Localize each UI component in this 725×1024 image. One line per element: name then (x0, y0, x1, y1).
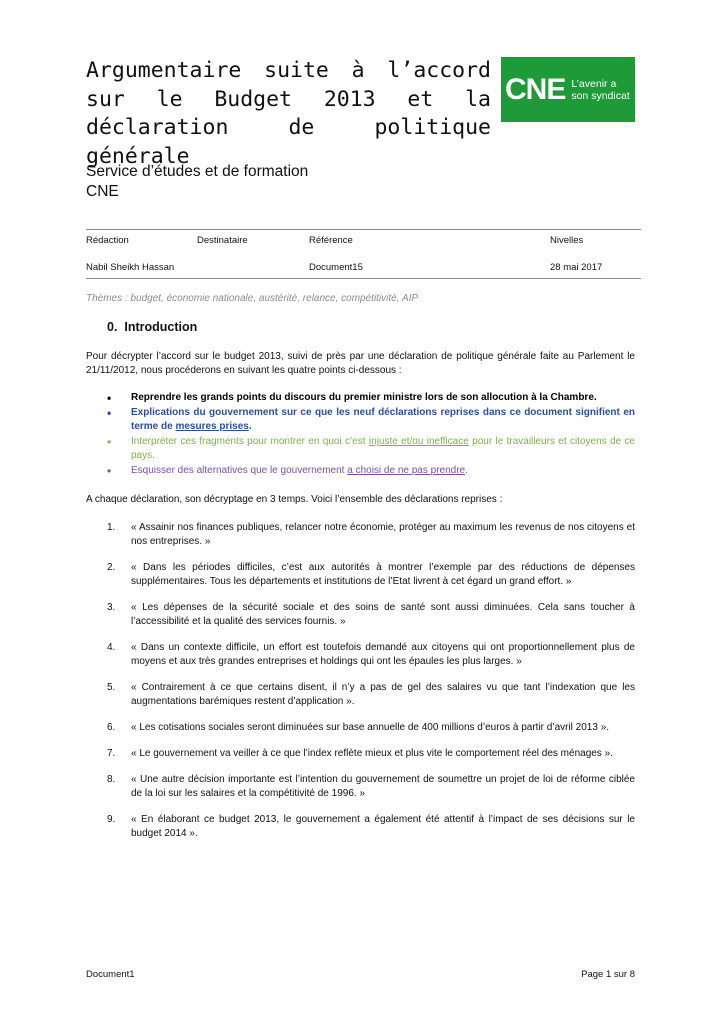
bullet-text-end: pour le travailleurs et citoyens de ce pays. (131, 436, 635, 461)
declaration-text: « Dans un contexte difficile, un effort est toutefois demandé aux citoyens qui ont proportionnellement plus de moyens et aux très grandes entreprises et holdings qui ont les épaules les plus larges. » (131, 642, 635, 667)
list-intro-paragraph: A chaque déclaration, son décryptage en 3 temps. Voici l’ensemble des déclarations reprises : (86, 494, 503, 505)
logo-tagline (571, 78, 629, 102)
declaration-text: « Contrairement à ce que certains disent, il n’y a pas de gel des salaires vu que tant l’indexation que les augmentations barémiques restent d’application ». (131, 682, 635, 707)
metadata-table (86, 229, 641, 279)
declaration-item (107, 521, 635, 549)
declaration-number: 1. (107, 522, 116, 533)
subtitle-org: CNE (86, 183, 119, 200)
declaration-text: « Une autre décision importante est l’intention du gouvernement de soumettre un projet de loi de réforme ciblée de la loi sur les salaires et la compétitivité de 1996. » (131, 774, 635, 799)
bullet-emphasis: a choisi de ne pas prendre (347, 465, 466, 476)
declaration-number: 6. (107, 722, 116, 733)
declaration-item (107, 641, 635, 669)
bullet-item (107, 435, 635, 463)
bullet-text: Interpréter ces fragments pour montrer en quoi c’est (131, 436, 369, 447)
bullet-text: Reprendre les grands points du discours du premier ministre lors de son allocution à la Chambre. (131, 392, 597, 403)
bullet-item (107, 464, 635, 478)
section-number: 0. (107, 320, 118, 334)
declaration-text: « Dans les périodes difficiles, c’est aux autorités à montrer l’exemple par des réductions de dépenses supplémentaires. Tous les départements et institutions de l’Etat livrent à cet égard un grand effort. » (131, 562, 635, 587)
declaration-text: « Les cotisations sociales seront diminuées sur base annuelle de 400 millions d’euros à partir d’avril 2013 ». (131, 722, 610, 733)
declarations-list (107, 521, 635, 853)
declaration-item (107, 561, 635, 589)
declaration-number: 3. (107, 602, 116, 613)
bullet-item (107, 406, 635, 434)
meta-header-destinataire: Destinataire (197, 235, 248, 246)
section-heading (107, 320, 197, 334)
declaration-item (107, 773, 635, 801)
declaration-number: 7. (107, 748, 116, 759)
meta-value-reference: Document15 (309, 262, 363, 273)
meta-header-reference: Référence (309, 235, 353, 246)
bullet-emphasis: injuste et/ou inefficace (368, 436, 469, 447)
declaration-item (107, 601, 635, 629)
cne-logo (501, 57, 635, 122)
meta-header-redaction: Rédaction (86, 235, 129, 246)
declaration-number: 9. (107, 814, 116, 825)
meta-header-location: Nivelles (550, 235, 584, 246)
footer-page-number: Page 1 sur 8 (581, 969, 635, 980)
declaration-text: « Le gouvernement va veiller à ce que l’index reflète mieux et plus vite le comportement réel des ménages ». (131, 748, 613, 759)
declaration-number: 8. (107, 774, 116, 785)
declaration-number: 2. (107, 562, 116, 573)
declaration-text: « En élaborant ce budget 2013, le gouvernement a également été attentif à l’impact de ses décisions sur le budget 2014 ». (131, 814, 635, 839)
logo-tagline-line2: son syndicat (571, 89, 630, 102)
document-subtitle (86, 162, 308, 202)
document-title: Argumentaire suite à l’accord sur le Budget 2013 et la déclaration de politique générale (86, 58, 491, 169)
bullet-item (107, 391, 635, 405)
footer-document-name: Document1 (86, 969, 135, 980)
intro-paragraph: Pour décrypter l’accord sur le budget 2013, suivi de près par une déclaration de politique générale faite au Parlement le 21/11/2012, nous procéderons en suivant les quatre points ci-dessous : (86, 351, 635, 376)
section-title: Introduction (124, 320, 198, 334)
meta-value-author: Nabil Sheikh Hassan (86, 262, 175, 273)
bullet-text: Explications du gouvernement sur ce que les neuf déclarations reprises dans ce document signifient en terme de (131, 407, 635, 432)
bullet-text: Esquisser des alternatives que le gouvernement (131, 465, 348, 476)
subtitle-service: Service d’études et de formation (86, 163, 309, 180)
approach-bullet-list (107, 391, 635, 479)
declaration-text: « Assainir nos finances publiques, relancer notre économie, protéger au maximum les revenus de nos citoyens et nos entreprises. » (131, 522, 635, 547)
declaration-item (107, 813, 635, 841)
bullet-text-end: . (248, 421, 252, 432)
bullet-emphasis: mesures prises (175, 421, 249, 432)
themes-line: Thèmes : budget, économie nationale, austérité, relance, compétitivité, AIP (86, 293, 419, 304)
declaration-item (107, 681, 635, 709)
declaration-item (107, 747, 635, 761)
declaration-number: 4. (107, 642, 116, 653)
declaration-item (107, 721, 635, 735)
logo-mark: CNE (505, 72, 566, 106)
declaration-number: 5. (107, 682, 116, 693)
logo-tagline-line1: L’avenir a (571, 77, 617, 90)
bullet-text-end: . (465, 465, 468, 476)
declaration-text: « Les dépenses de la sécurité sociale et des soins de santé sont aussi diminuées. Cela sans toucher à l’accessibilité et la qualité des services fournis. » (131, 602, 635, 627)
meta-value-date: 28 mai 2017 (550, 262, 603, 273)
